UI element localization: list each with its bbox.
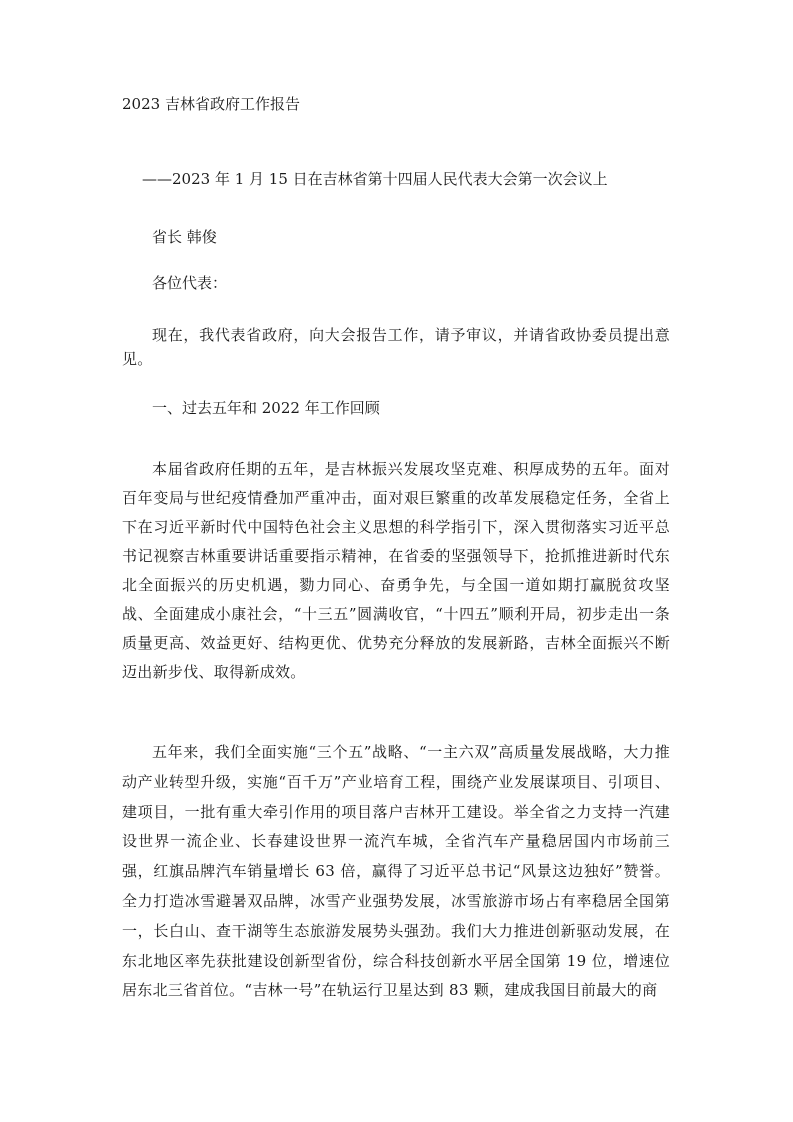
paragraph-review: 本届省政府任期的五年，是吉林振兴发展攻坚克难、积厚成势的五年。面对百年变局与世纪疫情叠加严重冲击，面对艰巨繁重的改革发展稳定任务，全省上下在习近平新时代中国特色社会主义思想的科学指引下，深入贯彻落实习近平总书记视察吉林重要讲话重要指示精神，在省委的坚强领导下，抢抓推进新时代东北全面振兴的历史机遇，勠力同心、奋勇争先，与全国一道如期打赢脱贫攻坚战、全面建成小康社会，“十三五”圆满收官，“十四五”顺利开局，初步走出一条质量更高、效益更好、结构更优、优势充分释放的发展新路，吉林全面振兴不断迈出新步伐、取得新成效。 — [122, 460, 670, 681]
salutation: 各位代表： — [152, 274, 228, 292]
speaker-line: 省长 韩俊 — [152, 228, 217, 246]
paragraph-five-years: 五年来，我们全面实施“三个五”战略、“一主六双”高质量发展战略，大力推动产业转型升级，实施“百千万”产业培育工程，围绕产业发展谋项目、引项目、建项目，一批有重大牵引作用的项目落户吉林开工建设。举全省之力支持一汽建设世界一流企业、长春建设世界一流汽车城，全省汽车产量稳居国内市场前三强，红旗品牌汽车销量增长 63 倍，赢得了习近平总书记“风景这边独好”赞誉。全力打造冰雪避暑双品牌，冰雪产业强势发展，冰雪旅游市场占有率稳居全国第一，长白山、查干湖等生态旅游发展势头强劲。我们大力推进创新驱动发展，在东北地区率先获批建设创新型省份，综合科技创新水平居全国第 19 位，增速位居东北三省首位。“吉林一号”在轨运行卫星达到 83 颗，建成我国目前最大的商 — [122, 743, 670, 1000]
paragraph-opening: 现在，我代表省政府，向大会报告工作，请予审议，并请省政协委员提出意见。 — [122, 326, 670, 368]
document-title: 2023 吉林省政府工作报告 — [122, 95, 300, 113]
section-heading: 一、过去五年和 2022 年工作回顾 — [152, 399, 380, 417]
document-subtitle: ——2023 年 1 月 15 日在吉林省第十四届人民代表大会第一次会议上 — [142, 170, 608, 188]
